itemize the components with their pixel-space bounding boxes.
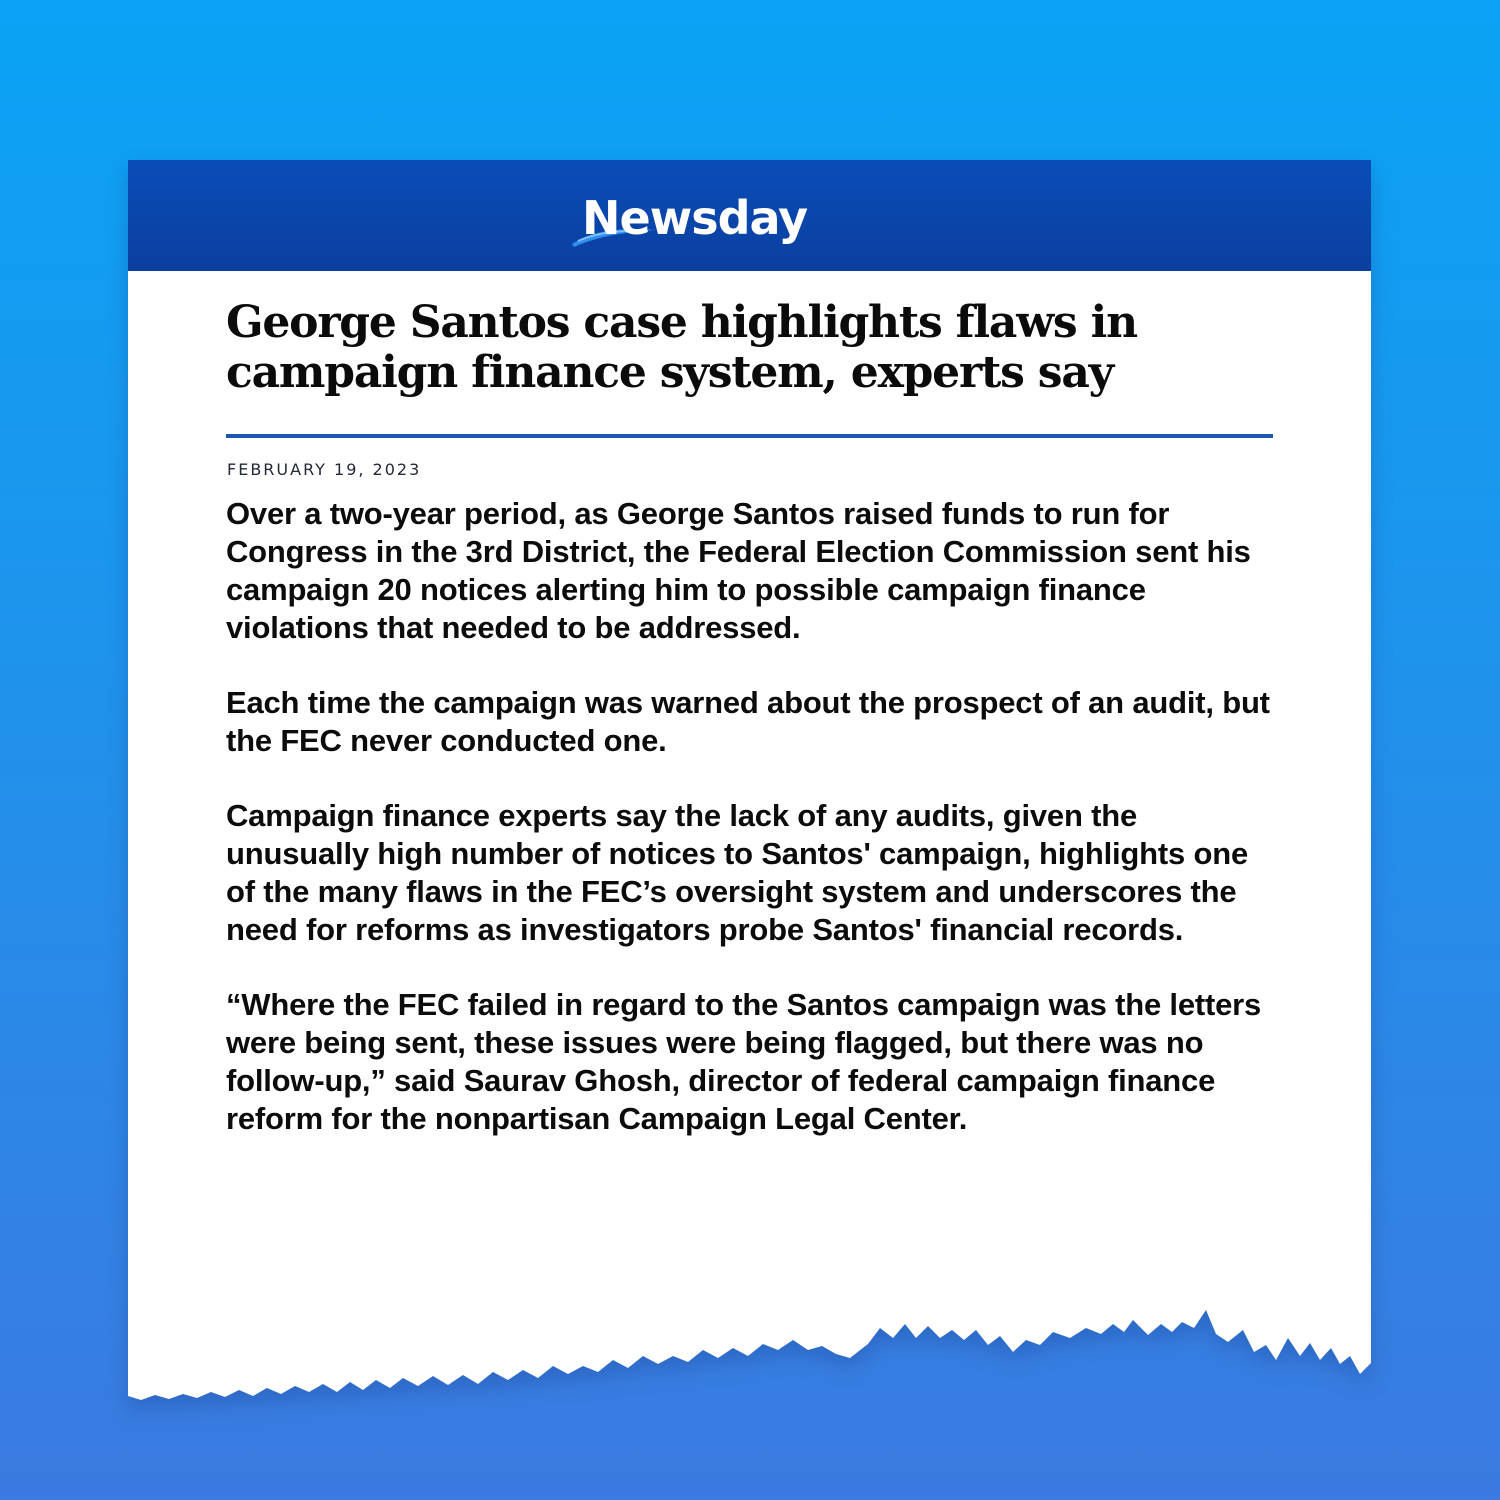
article-paragraph: “Where the FEC failed in regard to the Santos campaign was the letters were being sent, these issues were being flagged, but there was no follow-up,” said Saurav Ghosh, director of federal campaign finance reform for the nonpartisan Campaign Legal Center. — [226, 987, 1262, 1136]
masthead — [128, 160, 1371, 271]
newsday-logo — [568, 190, 938, 262]
article-paragraph: Campaign finance experts say the lack of any audits, given the unusually high number of notices to Santos' campaign, highlights one of the many flaws in the FEC’s oversight system and underscores the need for reforms as investigators probe Santos' financial records. — [226, 798, 1248, 947]
headline-divider — [226, 434, 1273, 438]
article-card — [128, 160, 1371, 1400]
article-paragraph: Each time the campaign was warned about the prospect of an audit, but the FEC never conducted one. — [226, 685, 1270, 758]
article-headline: George Santos case highlights flaws in campaign finance system, experts say — [226, 297, 1137, 398]
article-paragraph: Over a two-year period, as George Santos raised funds to run for Congress in the 3rd District, the Federal Election Commission sent his campaign 20 notices alerting him to possible campaign finance violations that needed to be addressed. — [226, 496, 1251, 645]
logo-text: Newsday — [582, 191, 808, 245]
article-body — [226, 495, 1276, 1175]
article-date: FEBRUARY 19, 2023 — [227, 460, 422, 479]
